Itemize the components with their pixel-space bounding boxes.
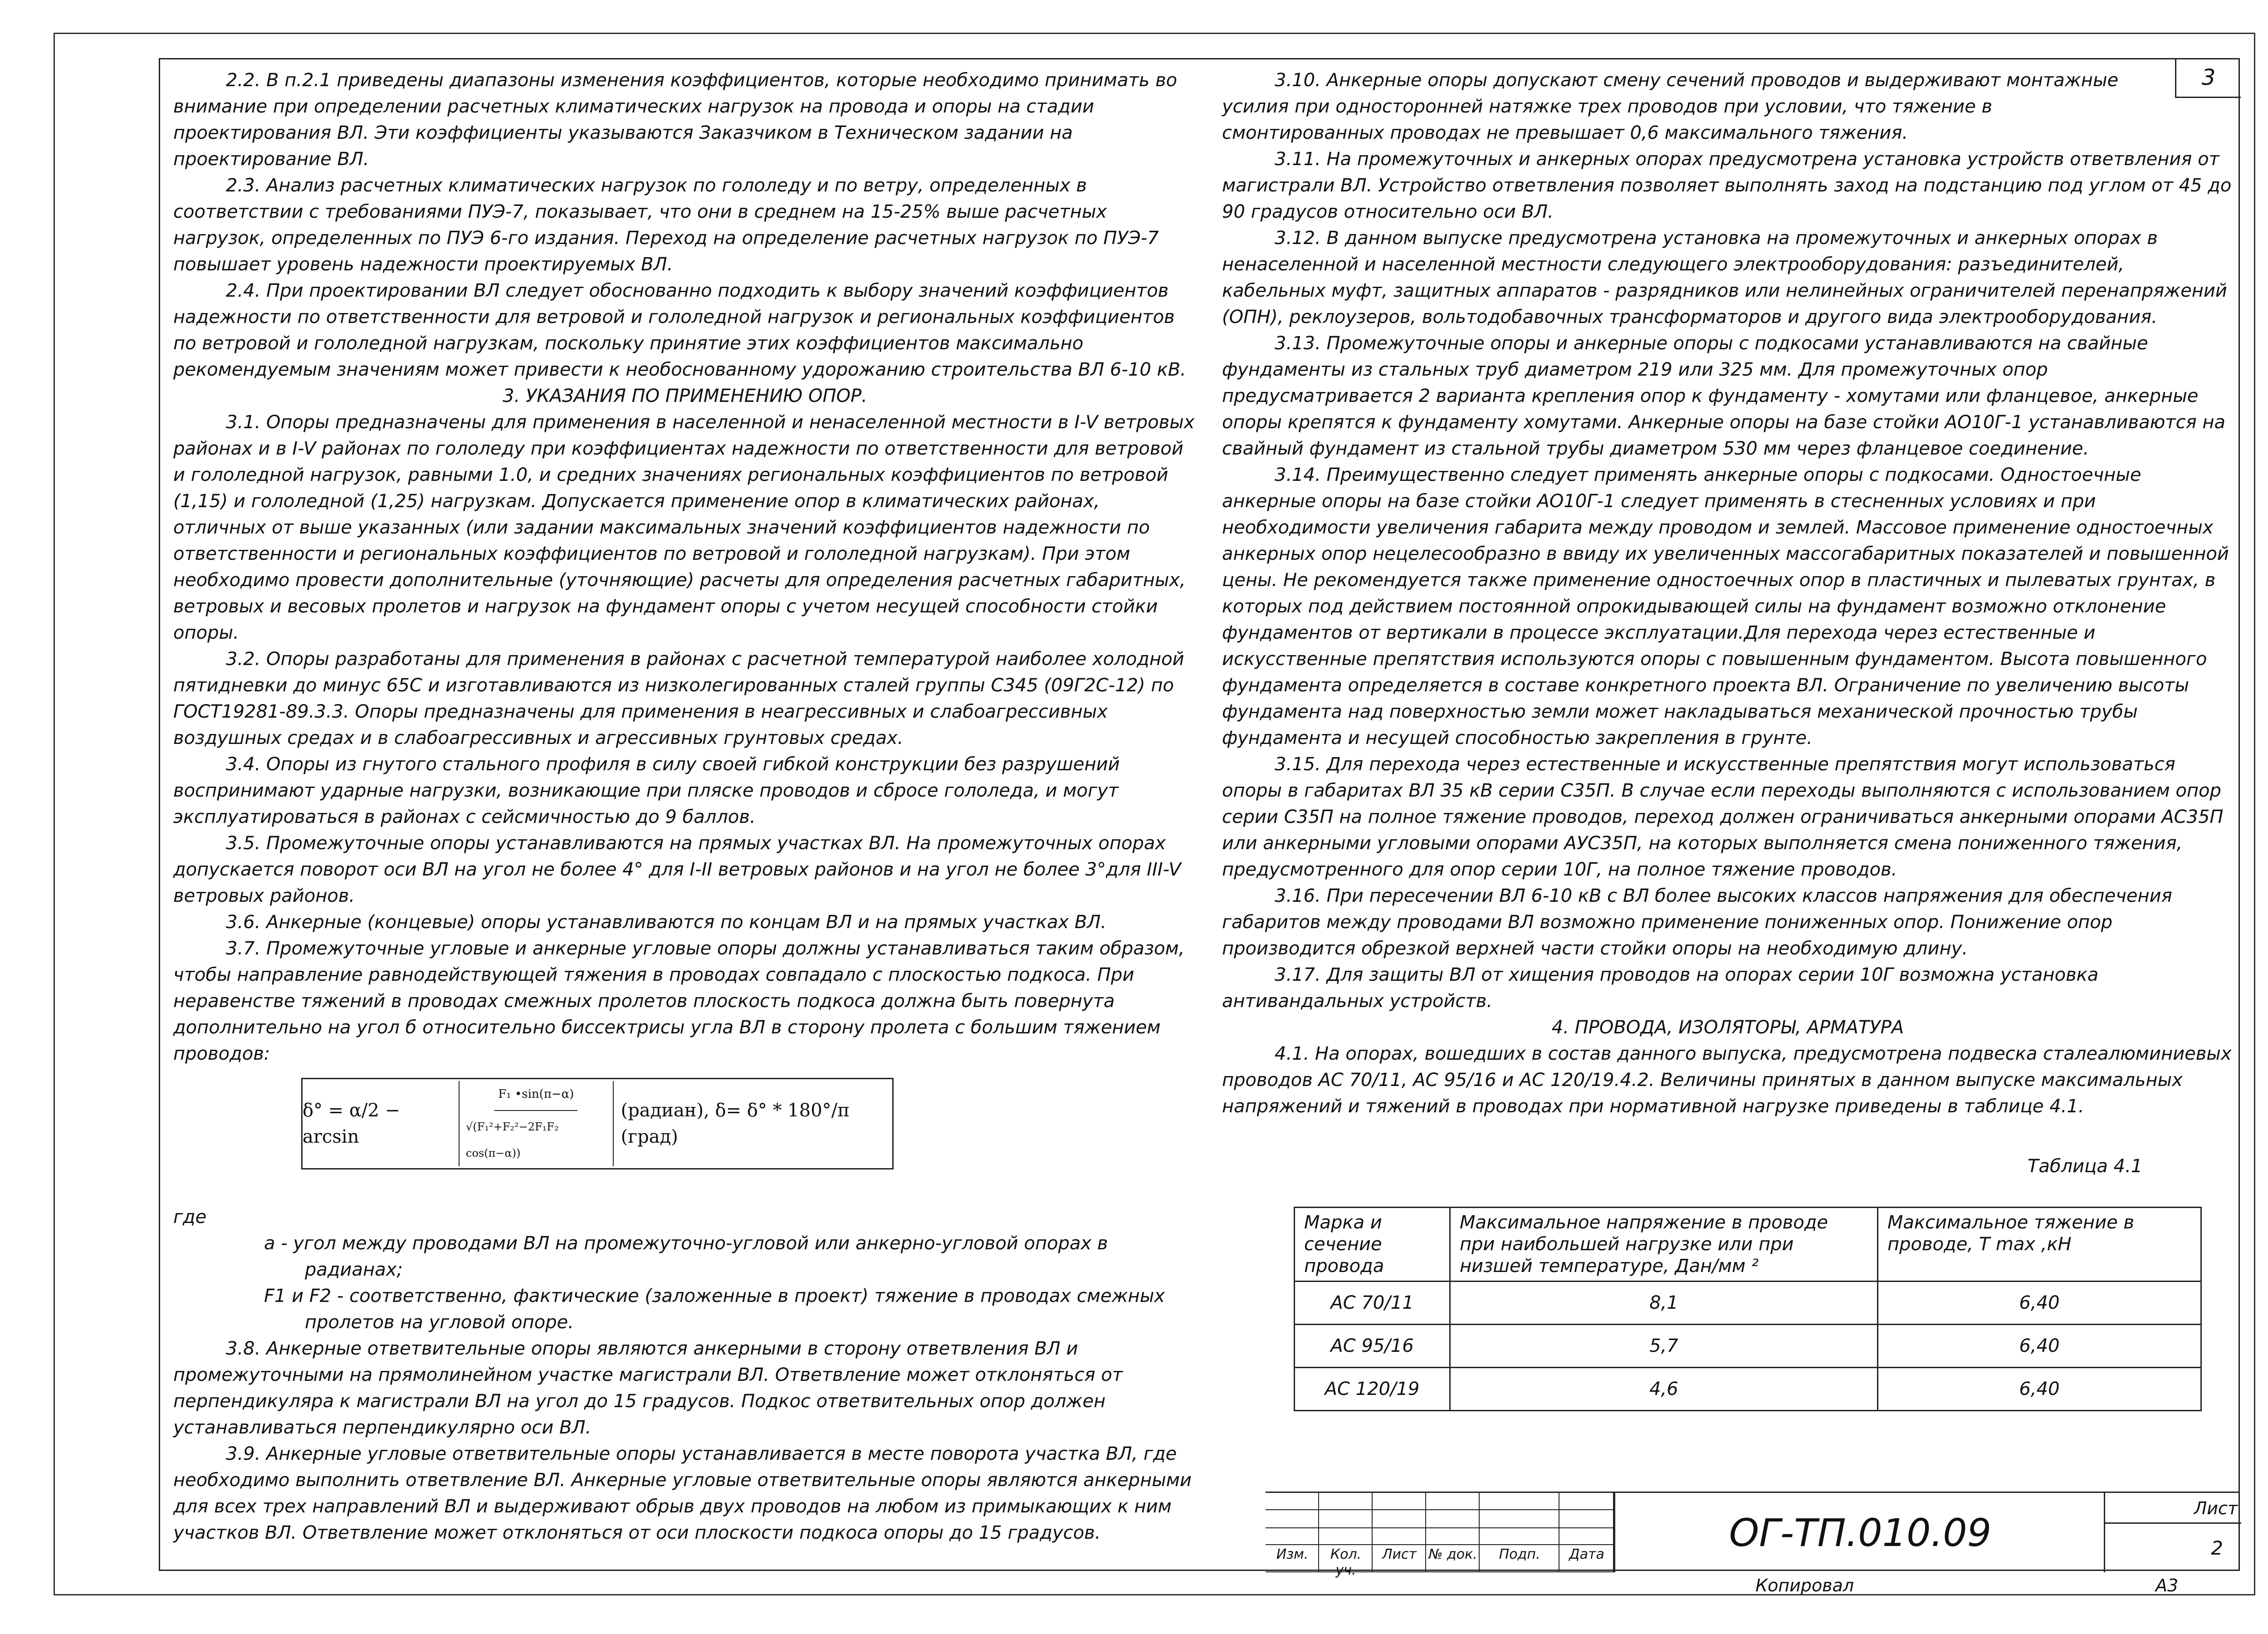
paragraph-3-7: 3.7. Промежуточные угловые и анкерные угловые опоры должны устанавливаться таким образом, чтобы направление равнодействующей тяжения в проводах совпадало с плоскостью подкоса. При неравенстве тяжений в проводах смежных пролетов плоскость подкоса должна быть повернута дополнительно на угол б относительно биссектрисы угла ВЛ в сторону пролета с большим тяжением проводов: bbox=[173, 938, 1185, 1064]
paragraph-3-13: 3.13. Промежуточные опоры и анкерные опоры с подкосами устанавливаются на свайные фундаменты из стальных труб диаметром 219 или 325 мм. Для промежуточных опор предусматривается 2 варианта крепления опор к фундаменту - хомутами или фланцевое, анкерные опоры крепятся к фундаменту хомутами. Анкерные опоры на базе стойки АО10Г-1 устанавливаются на свайный фундамент из стальной трубы диаметром 530 мм через фланцевое соединение. bbox=[1222, 333, 2226, 459]
table-cell: 8,1 bbox=[1450, 1282, 1878, 1325]
sheet-box bbox=[2104, 1493, 2241, 1572]
table-cell: 6,40 bbox=[1878, 1282, 2201, 1325]
label-qty: Кол. уч. bbox=[1330, 1546, 1362, 1578]
section-heading-3: 3. УКАЗАНИЯ ПО ПРИМЕНЕНИЮ ОПОР. bbox=[503, 386, 867, 406]
formula-rhs: (радиан), δ= δ° * 180°/π (град) bbox=[621, 1100, 850, 1147]
angle-formula-box bbox=[301, 1078, 894, 1169]
revision-grid bbox=[1266, 1493, 1614, 1578]
paragraph-3-2: 3.2. Опоры разработаны для применения в районах с расчетной температурой наиболее холодной пятидневки до минус 65С и изготавливаются из низколегированных сталей группы С345 (09Г2С-12) по ГОСТ19281-89.3.3. Опоры предназначены для применения в неагрессивных и слабоагрессивных воздушных средах и в слабоагрессивных и агрессивных грунтовых средах. bbox=[173, 649, 1184, 749]
section-heading-4: 4. ПРОВОДА, ИЗОЛЯТОРЫ, АРМАТУРА bbox=[1551, 1017, 1904, 1038]
paragraph-3-10: 3.10. Анкерные опоры допускают смену сечений проводов и выдерживают монтажные усилия при односторонней натяжке трех проводов при условии, что тяжение в смонтированных проводах не превышает 0,6 максимального тяжения. bbox=[1222, 70, 2119, 143]
paragraph-3-4: 3.4. Опоры из гнутого стального профиля в силу своей гибкой конструкции без разрушений воспринимают ударные нагрузки, возникающие при пляске проводов и сбросе гололеда, и могут эксплуатироваться в районах с сейсмичностью до 9 баллов. bbox=[173, 754, 1120, 827]
paragraph-3-8: 3.8. Анкерные ответвительные опоры являются анкерными в сторону ответвления ВЛ и промежуточными на прямолинейном участке магистрали ВЛ. Ответвление может отклоняться от перпендикуляра к магистрали ВЛ на угол до 15 градусов. Подкос ответвительных опор должен устанавливаться перпендикулярно оси ВЛ. bbox=[173, 1338, 1123, 1438]
definition-alpha-cont: радианах; bbox=[305, 1259, 403, 1280]
table-header-row bbox=[1295, 1208, 2201, 1282]
document-designation: ОГ-ТП.010.09 bbox=[1614, 1493, 2105, 1572]
wire-tension-table bbox=[1294, 1207, 2202, 1411]
table-row bbox=[1295, 1325, 2201, 1368]
formula-fraction bbox=[459, 1081, 614, 1166]
paragraph-3-14: 3.14. Преимущественно следует применять анкерные опоры с подкосами. Одностоечные анкерные опоры на базе стойки АО10Г-1 следует применять в стесненных условиях и при необходимости увеличения габарита между проводом и землей. Массовое применение одностоечных анкерных опор нецелесообразно в ввиду их увеличенных массогабаритных показателей и повышенной цены. Не рекомендуется также применение одностоечных опор в пластичных и пылеватых грунтах, в которых под действием постоянной опрокидывающей силы на фундамент возможно отклонение фундаментов от вертикали в процессе эксплуатации.Для перехода через естественные и искусственные препятствия используются опоры с повышенным фундаментом. Высота повышенного фундамента определяется в составе конкретного проекта ВЛ. Ограничение по увеличению высоты фундамента над поверхностью земли может накладываться механической прочностью трубы фундамента и несущей способностью закрепления в грунте. bbox=[1222, 465, 2229, 749]
paragraph-3-17: 3.17. Для защиты ВЛ от хищения проводов на опорах серии 10Г возможна установка антивандальных устройств. bbox=[1222, 964, 2099, 1012]
formula-denominator: √(F₁²+F₂²−2F₁F₂ cos(π−α)) bbox=[466, 1120, 559, 1159]
label-signature: Подп. bbox=[1499, 1546, 1540, 1562]
table-cell: АС 70/11 bbox=[1295, 1282, 1450, 1325]
paragraph-4-1: 4.1. На опорах, вошедших в состав данного выпуска, предусмотрена подвеска сталеалюминиевых проводов АС 70/11, АС 95/16 и АС 120/19.4.2. Величины принятых в данном выпуске максимальных напряжений и тяжений в проводах при нормативной нагрузке приведены в таблице 4.1. bbox=[1222, 1043, 2232, 1117]
title-block bbox=[1266, 1492, 2240, 1578]
definition-forces-cont: пролетов на угловой опоре. bbox=[305, 1312, 574, 1333]
where-label: где bbox=[173, 1207, 207, 1228]
copied-by-label: Копировал bbox=[1755, 1575, 1854, 1595]
paragraph-2-3: 2.3. Анализ расчетных климатических нагрузок по гололеду и по ветру, определенных в соответствии с требованиями ПУЭ-7, показывает, что они в среднем на 15-25% выше расчетных нагрузок, определенных по ПУЭ 6-го издания. Переход на определение расчетных нагрузок по ПУЭ-7 повышает уровень надежности проектируемых ВЛ. bbox=[173, 175, 1159, 275]
label-date: Дата bbox=[1569, 1546, 1604, 1562]
paragraph-2-2: 2.2. В п.2.1 приведены диапазоны изменения коэффициентов, которые необходимо принимать во внимание при определении расчетных климатических нагрузок на провода и опоры на стадии проектирования ВЛ. Эти коэффициенты указываются Заказчиком в Техническом задании на проектирование ВЛ. bbox=[173, 70, 1178, 170]
sheet-label: Лист bbox=[2105, 1493, 2241, 1524]
table-header-cell: Максимальное напряжение в проводе при наибольшей нагрузке или при низшей температуре, Дан/мм ² bbox=[1450, 1208, 1878, 1282]
label-doc-no: № док. bbox=[1428, 1546, 1477, 1562]
formula-lhs: δ° = α/2 − arcsin bbox=[303, 1100, 401, 1147]
left-text-column bbox=[173, 67, 1197, 1546]
label-change: Изм. bbox=[1276, 1546, 1309, 1562]
paragraph-3-5: 3.5. Промежуточные опоры устанавливаются на прямых участках ВЛ. На промежуточных опорах допускается поворот оси ВЛ на угол не более 4° для I-II ветровых районов и на угол не более 3°для III-V ветровых районов. bbox=[173, 833, 1181, 906]
table-cell: 4,6 bbox=[1450, 1368, 1878, 1411]
sheet-format: А3 bbox=[2156, 1575, 2179, 1595]
table-cell: 6,40 bbox=[1878, 1325, 2201, 1368]
paragraph-3-11: 3.11. На промежуточных и анкерных опорах предусмотрена установка устройств ответвления от магистрали ВЛ. Устройство ответвления позволяет выполнять заход на подстанцию под углом от 45 до 90 градусов относительно оси ВЛ. bbox=[1222, 149, 2232, 222]
table-cell: АС 95/16 bbox=[1295, 1325, 1450, 1368]
sheet-corner-number: 3 bbox=[2175, 58, 2241, 98]
definition-forces: F1 и F2 - соответственно, фактические (заложенные в проект) тяжение в проводах смежных bbox=[264, 1286, 1165, 1306]
paragraph-3-15: 3.15. Для перехода через естественные и искусственные препятствия могут использоваться опоры в габаритах ВЛ 35 кВ серии С35П. В случае если переходы выполняются с использованием опор серии С35П на полное тяжение проводов, переход должен ограничиваться анкерными опорами АС35П или анкерными угловыми опорами АУС35П, на которых выполняется смена пониженного тяжения, предусмотренного для опор серии 10Г, на полное тяжение проводов. bbox=[1222, 754, 2224, 880]
right-text-column bbox=[1222, 67, 2234, 1120]
label-sheet: Лист bbox=[1382, 1546, 1417, 1562]
paragraph-3-12: 3.12. В данном выпуске предусмотрена установка на промежуточных и анкерных опорах в ненаселенной и населенной местности следующего электрооборудования: разъединителей, кабельных муфт, защитных аппаратов - разрядников или нелинейных ограничителей перенапряжений (ОПН), реклоузеров, вольтодобавочных трансформаторов и другого вида электрооборудования. bbox=[1222, 228, 2227, 328]
table-cell: 6,40 bbox=[1878, 1368, 2201, 1411]
paragraph-2-4: 2.4. При проектировании ВЛ следует обоснованно подходить к выбору значений коэффициентов надежности по ответственности для ветровой и гололедной нагрузок и региональных коэффициентов по ветровой и гололедной нагрузкам, поскольку принятие этих коэффициентов максимально рекомендуемым значениям может привести к необоснованному удорожанию строительства ВЛ 6-10 кВ. bbox=[173, 280, 1186, 380]
paragraph-3-1: 3.1. Опоры предназначены для применения в населенной и ненаселенной местности в I-V ветровых районах и в I-V районах по гололеду при коэффициентах надежности по ответственности для ветровой и гололедной нагрузок, равными 1.0, и средних значениях региональных коэффициентов по ветровой (1,15) и гололедной (1,25) нагрузкам. Допускается применение опор в климатических районах, отличных от выше указанных (или задании максимальных значений коэффициентов надежности по ответственности и региональных коэффициентов по ветровой и гололедной нагрузкам). При этом необходимо провести дополнительные (уточняющие) расчеты для определения расчетных габаритных, ветровых и весовых пролетов и нагрузок на фундамент опоры с учетом несущей способности стойки опоры. bbox=[173, 412, 1195, 643]
formula-numerator: F₁ •sin(π−α) bbox=[494, 1081, 577, 1111]
table-cell: АС 120/19 bbox=[1295, 1368, 1450, 1411]
sheet-number: 2 bbox=[2211, 1537, 2223, 1559]
paragraph-3-9: 3.9. Анкерные угловые ответвительные опоры устанавливается в месте поворота участка ВЛ, где необходимо выполнить ответвление ВЛ. Анкерные угловые ответвительные опоры являются анкерными для всех трех направлений ВЛ и выдерживают обрыв двух проводов на любом из примыкающих к ним участков ВЛ. Ответвление может отклоняться от оси плоскости подкоса опоры до 15 градусов. bbox=[173, 1443, 1192, 1543]
table-cell: 5,7 bbox=[1450, 1325, 1878, 1368]
table-row bbox=[1295, 1282, 2201, 1325]
table-row bbox=[1295, 1368, 2201, 1411]
paragraph-3-16: 3.16. При пересечении ВЛ 6-10 кВ с ВЛ более высоких классов напряжения для обеспечения габаритов между проводами ВЛ возможно применение пониженных опор. Понижение опор производится обрезкой верхней части стойки опоры на необходимую длину. bbox=[1222, 885, 2172, 959]
definition-alpha: а - угол между проводами ВЛ на промежуточно-угловой или анкерно-угловой опорах в bbox=[264, 1233, 1108, 1254]
table-caption: Таблица 4.1 bbox=[2028, 1156, 2143, 1177]
paragraph-3-6: 3.6. Анкерные (концевые) опоры устанавливаются по концам ВЛ и на прямых участках ВЛ. bbox=[226, 912, 1107, 933]
table-header-cell: Марка и сечение провода bbox=[1295, 1208, 1450, 1282]
table-header-cell: Максимальное тяжение в проводе, T max ,кН bbox=[1878, 1208, 2201, 1282]
